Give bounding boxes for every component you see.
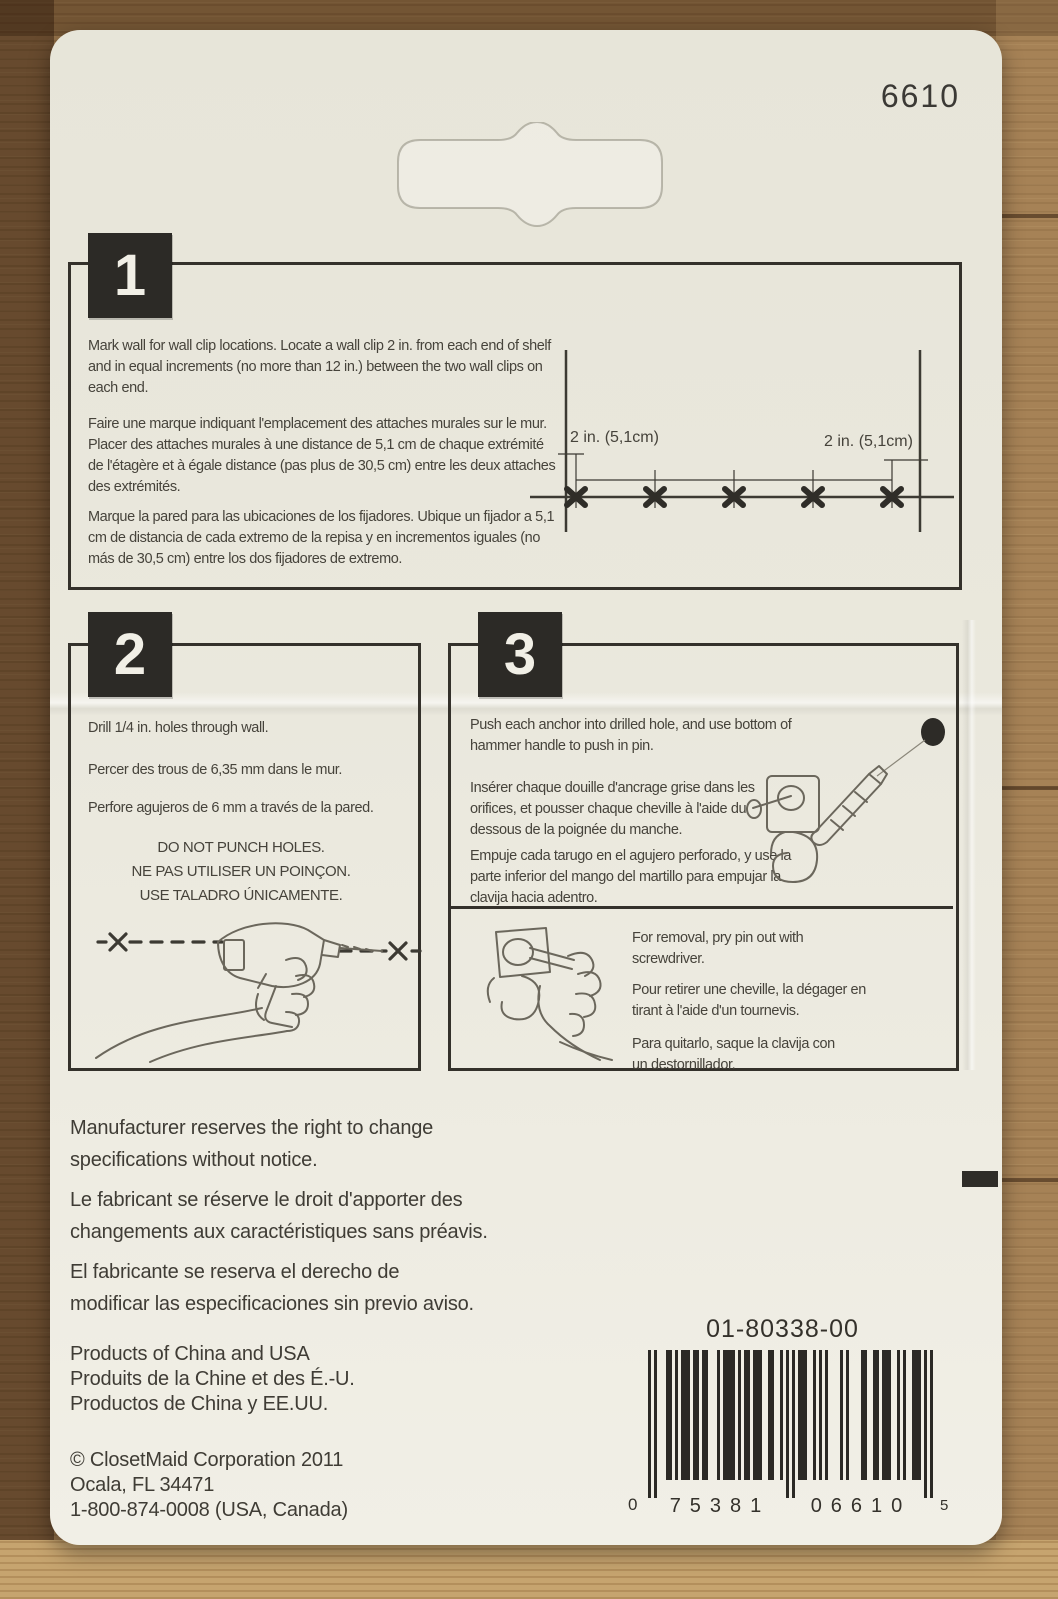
step3-text-fr: Insérer chaque douille d'ancrage grise dans les orifices, et pousser chaque cheville à l'aide du dessous de la poignée du manche. — [470, 780, 755, 838]
removal-text-es: Para quitarlo, saque la clavija con un destornillador. — [632, 1036, 835, 1073]
step3-number-badge — [478, 612, 562, 697]
wood-plank-left — [0, 0, 54, 1599]
step3-number: 3 — [503, 622, 537, 687]
step2-warning — [80, 836, 402, 908]
warning-line-es: USE TALADRO ÚNICAMENTE. — [139, 887, 343, 904]
step1-number: 1 — [113, 243, 147, 308]
step2-number-badge — [88, 612, 172, 697]
anchor-clip-illustration — [745, 680, 955, 900]
card-crease — [962, 620, 976, 1070]
wood-plank-gap — [996, 786, 1058, 790]
wood-plank-gap — [996, 214, 1058, 218]
drill-illustration — [90, 908, 422, 1063]
warning-line-fr: NE PAS UTILISER UN POINÇON. — [131, 863, 351, 880]
notice-fr: Le fabricant se réserve le droit d'apporter des changements aux caractéristiques sans préavis. — [70, 1189, 488, 1243]
item-code: 01-80338-00 — [706, 1315, 859, 1343]
step1-number-badge — [88, 233, 172, 318]
upc-digit-last: 5 — [940, 1497, 949, 1514]
products-of: Products of China and USA Produits de la Chine et des É.-U. Productos de China y EE.UU. — [70, 1343, 355, 1415]
step2-text-en: Drill 1/4 in. holes through wall. — [88, 720, 269, 736]
step1-text-fr: Faire une marque indiquant l'emplacement des attaches murales sur le mur. Placer des attaches murales à une distance de 5,1 cm de chaque extrémité de l'étagère et à égale distance (pas plus de 30,5 cm) entre les deux attaches des extrémités. — [88, 416, 556, 495]
step1-text-es: Marque la pared para las ubicaciones de los fijadores. Ubique un fijador a 5,1 cm de distancia de cada extremo de la repisa y en incrementos iguales (no más de 30,5 cm) entre los dos fijadores de extremo. — [88, 509, 555, 567]
wood-plank-right — [996, 0, 1058, 1599]
wood-plank-gap — [996, 1178, 1058, 1182]
copyright-block: © ClosetMaid Corporation 2011 Ocala, FL 34471 1-800-874-0008 (USA, Canada) — [70, 1449, 348, 1521]
upc-digits-left: 75381 — [669, 1495, 771, 1517]
step2-text-es: Perfore agujeros de 6 mm a través de la pared. — [88, 800, 374, 816]
step2-number: 2 — [113, 622, 147, 687]
upc-barcode — [610, 1348, 955, 1518]
wood-plank-bottom — [0, 1540, 1058, 1599]
package-card — [50, 30, 1002, 1545]
step3-text-es: Empuje cada tarugo en el agujero perforado, y use la parte inferior del mango del martillo para empujar la clavija hacia adentro. — [470, 848, 791, 906]
drilled-hole-dot — [921, 718, 945, 746]
hang-slot — [380, 122, 680, 227]
part-number: 6610 — [880, 78, 960, 114]
upc-digits-right: 06610 — [810, 1495, 912, 1517]
notice-en: Manufacturer reserves the right to change specifications without notice. — [70, 1117, 434, 1171]
notice-es: El fabricante se reserva el derecho de modificar las especificaciones sin previo aviso. — [70, 1261, 474, 1315]
warning-line-en: DO NOT PUNCH HOLES. — [157, 839, 325, 856]
step3-text-en: Push each anchor into drilled hole, and use bottom of hammer handle to push in pin. — [470, 717, 792, 754]
step1-text-en: Mark wall for wall clip locations. Locate a wall clip 2 in. from each end of shelf and in equal increments (no more than 12 in.) between the two wall clips on each end. — [88, 338, 551, 396]
print-registration-mark — [962, 1171, 998, 1187]
step2-text-fr: Percer des trous de 6,35 mm dans le mur. — [88, 762, 342, 778]
dim-label-right: 2 in. (5,1cm) — [824, 433, 913, 450]
upc-digit-first: 0 — [628, 1495, 638, 1514]
screwdriver-removal-illustration — [456, 916, 636, 1062]
removal-text-fr: Pour retirer une cheville, la dégager en tirant à l'aide d'un tournevis. — [632, 982, 866, 1019]
wall-marking-diagram — [528, 342, 956, 557]
dim-label-left: 2 in. (5,1cm) — [570, 429, 659, 446]
removal-text-en: For removal, pry pin out with screwdriver. — [632, 930, 804, 967]
